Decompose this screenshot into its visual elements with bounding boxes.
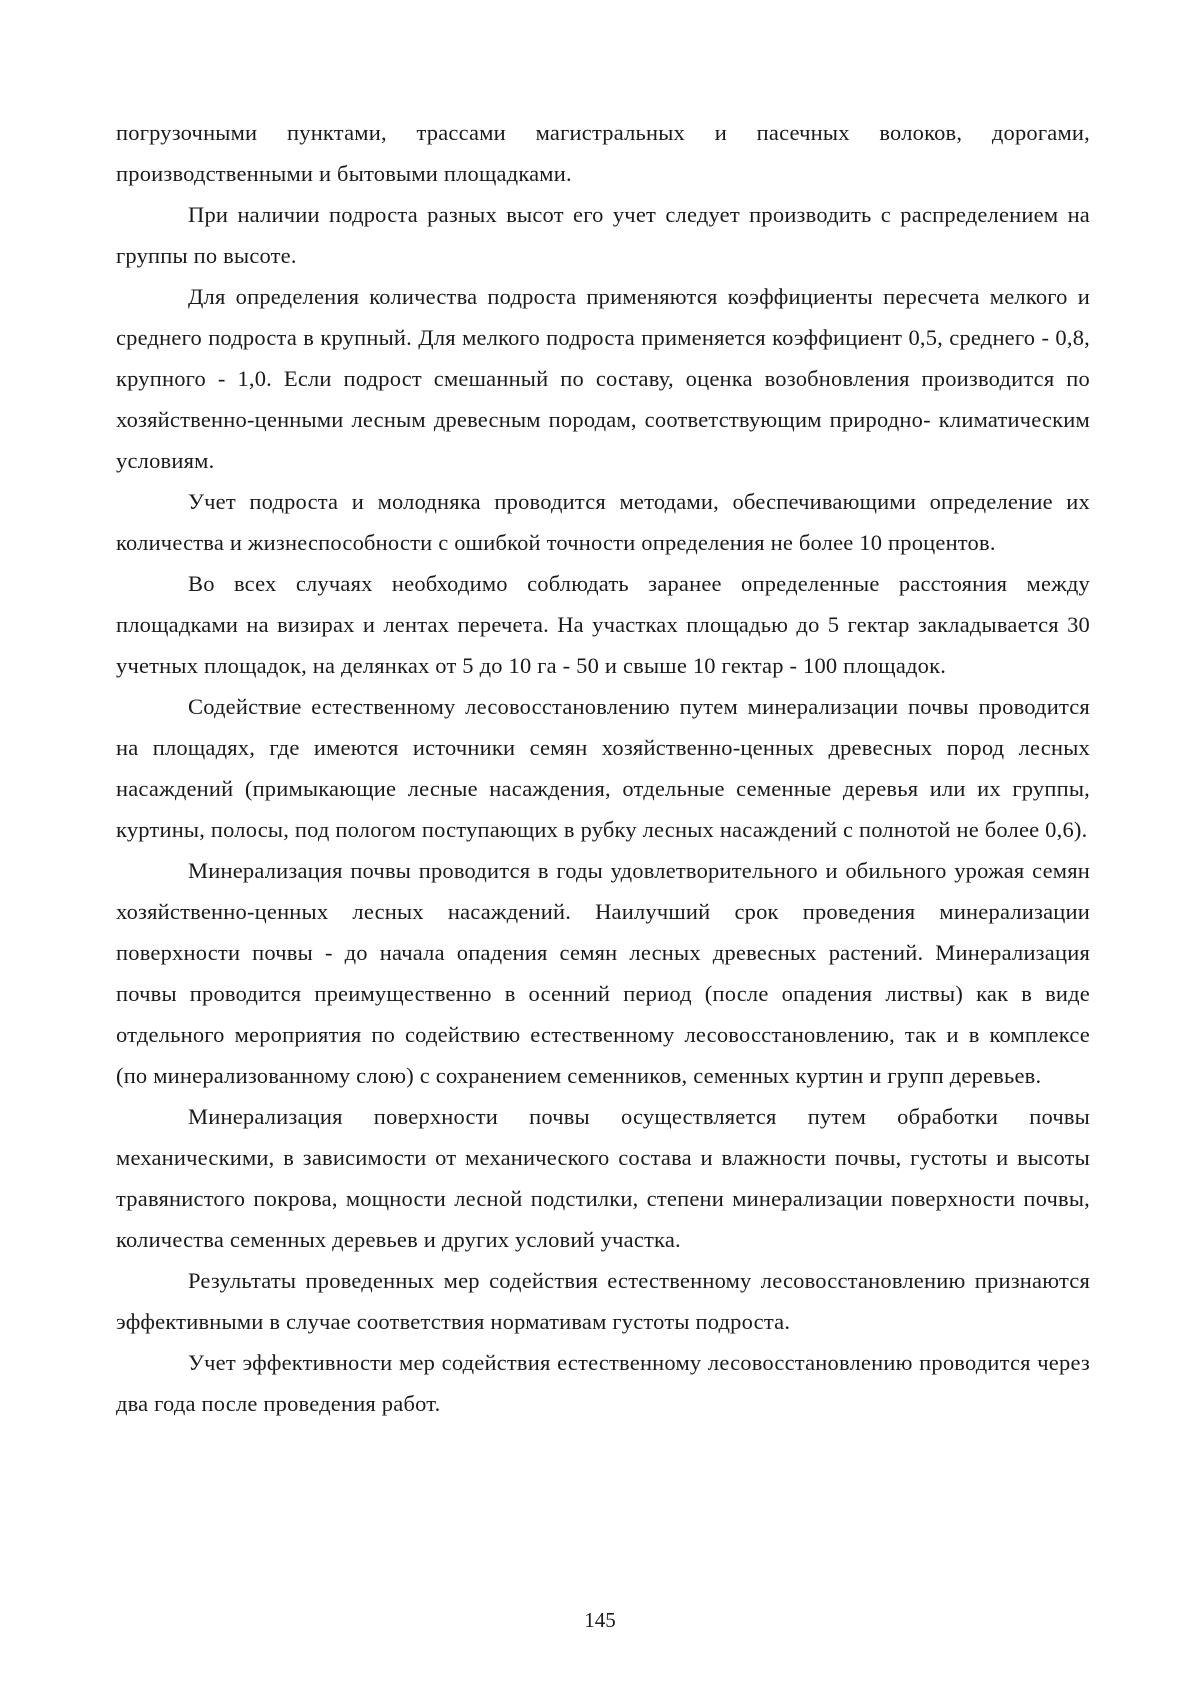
- paragraph-natural-regeneration: Содействие естественному лесовосстановлению путем минерализации почвы проводится на площадях, где имеются источники семян хозяйственно-ценных древесных пород лесных насаждений (примыкающие лесные насаждения, отдельные семенные деревья или их группы, куртины, полосы, под пологом поступающих в рубку лесных насаждений с полнотой не более 0,6).: [116, 694, 1090, 842]
- paragraph-regrowth-heights: При наличии подроста разных высот его учет следует производить с распределением на группы по высоте.: [116, 202, 1090, 268]
- document-body: [116, 112, 1090, 1424]
- paragraph-continued: погрузочными пунктами, трассами магистральных и пасечных волоков, дорогами, производственными и бытовыми площадками.: [116, 120, 1090, 186]
- paragraph-plot-distances: Во всех случаях необходимо соблюдать заранее определенные расстояния между площадками на визирах и лентах перечета. На участках площадью до 5 гектар закладывается 30 учетных площадок, на делянках от 5 до 10 га - 50 и свыше 10 гектар - 100 площадок.: [116, 571, 1090, 678]
- page-number: 145: [584, 1608, 616, 1632]
- paragraph-conversion-coefficients: Для определения количества подроста применяются коэффициенты пересчета мелкого и среднего подроста в крупный. Для мелкого подроста применяется коэффициент 0,5, среднего - 0,8, крупного - 1,0. Если подрост смешанный по составу, оценка возобновления производится по хозяйственно-ценными лесным древесным породам, соответствующим природно- климатическим условиям.: [116, 284, 1090, 473]
- paragraph-soil-mineralization: Минерализация почвы проводится в годы удовлетворительного и обильного урожая семян хозяйственно-ценных лесных насаждений. Наилучший срок проведения минерализации поверхности почвы - до начала опадения семян лесных древесных растений. Минерализация почвы проводится преимущественно в осенний период (после опадения листвы) как в виде отдельного мероприятия по содействию естественному лесовосстановлению, так и в комплексе (по минерализованному слою) с сохранением семенников, семенных куртин и групп деревьев.: [116, 858, 1090, 1088]
- paragraph-surface-treatment: Минерализация поверхности почвы осуществляется путем обработки почвы механическими, в зависимости от механического состава и влажности почвы, густоты и высоты травянистого покрова, мощности лесной подстилки, степени минерализации поверхности почвы, количества семенных деревьев и других условий участка.: [116, 1104, 1090, 1252]
- paragraph-efficiency-accounting: Учет эффективности мер содействия естественному лесовосстановлению проводится через два года после проведения работ.: [116, 1350, 1090, 1416]
- paragraph-results: Результаты проведенных мер содействия естественному лесовосстановлению признаются эффективными в случае соответствия нормативам густоты подроста.: [116, 1268, 1090, 1334]
- paragraph-accounting-methods: Учет подроста и молодняка проводится методами, обеспечивающими определение их количества и жизнеспособности с ошибкой точности определения не более 10 процентов.: [116, 489, 1090, 555]
